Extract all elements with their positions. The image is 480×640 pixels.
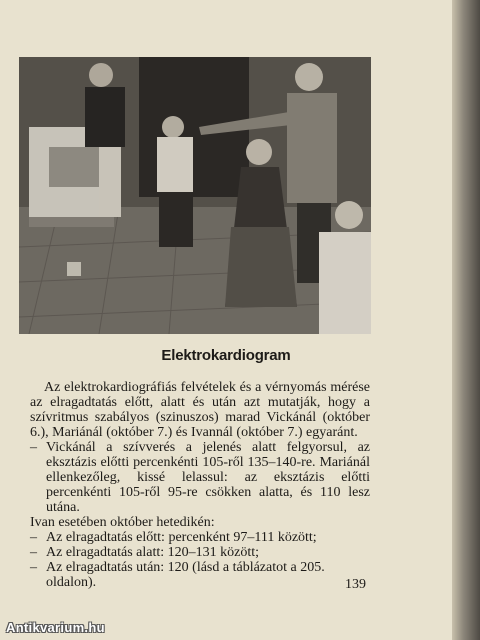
list-item: – Az elragadtatás előtt: percenként 97–111 között; [30,530,317,545]
ivan-list [30,530,370,590]
ivan-intro: Ivan esetében október hetedikén: [30,515,215,530]
watermark-logo: Antikvarium.hu [6,620,105,635]
book-gutter [452,0,480,640]
list-item: – Az elragadtatás alatt: 120–131 között; [30,545,260,560]
list-item: – Az elragadtatás után: 120 (lásd a táblázatot a 205. oldalon). [30,560,325,590]
section-heading: Elektrokardiogram [161,347,291,364]
photograph-ecg-recording [19,57,371,334]
list-item: – Vickánál a szívverés a jelenés alatt felgyorsul, az eksztázis előtti percenkénti 105-ről 135–140-re. Mariánál ellenkezőleg, kissé lelassul: az eksztázis előtti percenkénti 105-ről 95-re csökken alatta, és 110 lesz utána. [30,440,370,515]
findings-list [30,440,370,515]
dash-marker: – [30,440,37,455]
page-number: 139 [345,577,366,592]
dash-marker: – [30,545,37,560]
intro-paragraph: Az elektrokardiográfiás felvételek és a vérnyomás mérése az elragadtatás előtt, alatt és után azt mutatják, hogy a szívritmus szabályos (szinuszos) marad Vickánál (október 6.), Mariánál (október 7.) és Ivannál (október 7.) egyaránt. [30,380,370,440]
dash-marker: – [30,530,37,545]
dash-marker: – [30,560,37,575]
body-text [30,380,370,590]
